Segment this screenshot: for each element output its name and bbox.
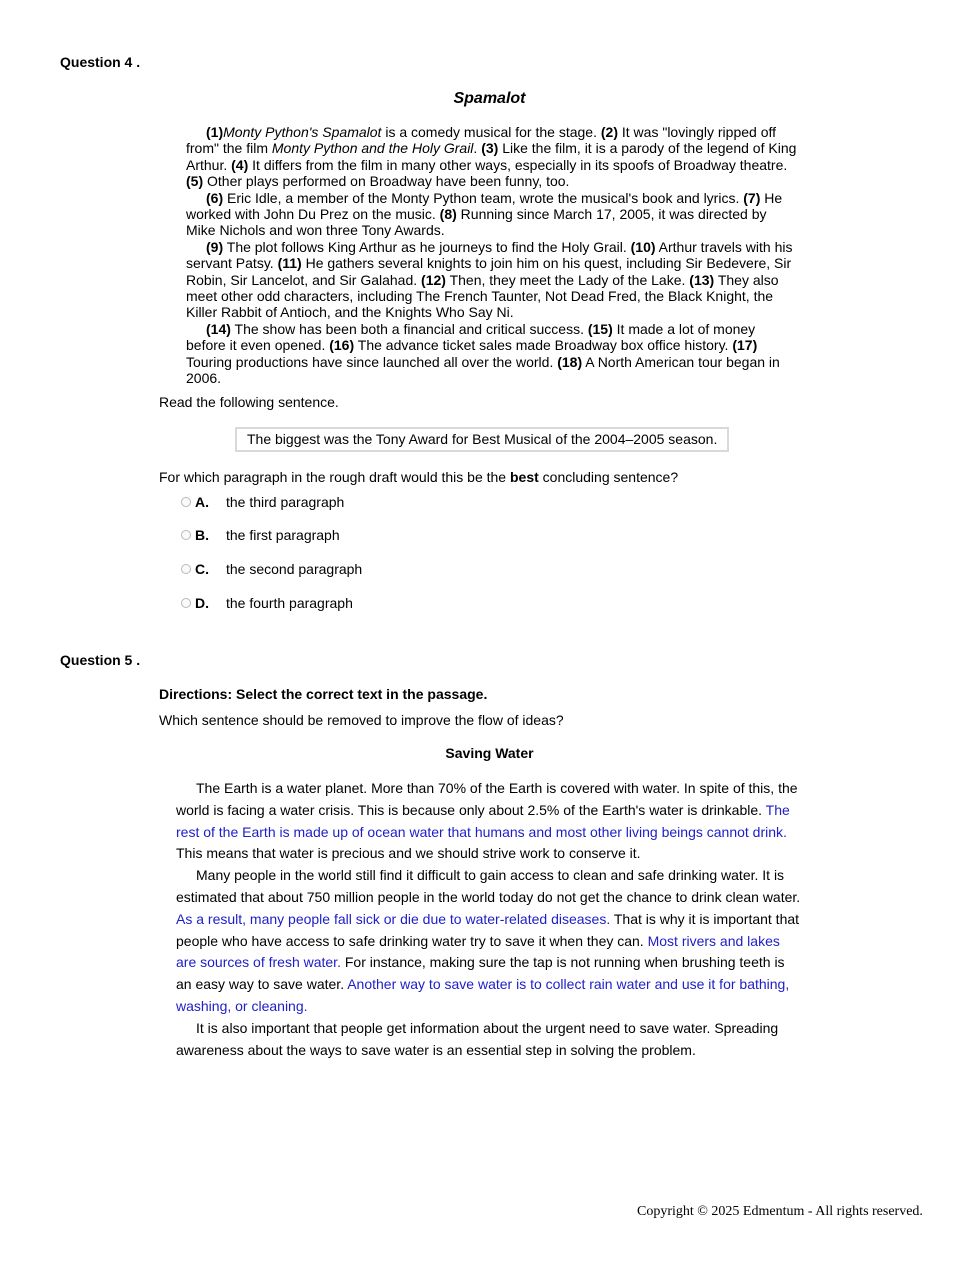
choice-d[interactable] <box>181 594 353 612</box>
passage-text: The Earth is a water planet. More than 70% of the Earth is covered with water. In spite of this, the world is facing a water crisis. This is because only about 2.5% of the Earth's water is drinkable. <box>176 780 798 818</box>
sentence-number: (18) <box>557 353 583 370</box>
radio-button-b[interactable] <box>181 530 191 540</box>
passage-text: That is why it is important that people who have access to safe drinking water try to save it when they can. <box>176 910 800 949</box>
sentence-text: The show has been both a financial and critical success. <box>230 320 588 337</box>
sentence-number: (9) <box>206 238 224 255</box>
italic-title-text: Monty Python and the Holy Grail <box>271 140 474 157</box>
choice-text: the second paragraph <box>226 561 363 577</box>
choice-letter: C. <box>195 561 209 577</box>
sentence-text: Other plays performed on Broadway have been funny, too. <box>203 173 570 190</box>
sentence-text: The advance ticket sales made Broadway box office history. <box>354 337 733 354</box>
question-4-prompt <box>159 469 678 485</box>
sentence-text: He worked with John Du Prez on the music. <box>186 189 783 223</box>
passage-text: It is also important that people get information about the urgent need to save water. Spreading awareness about the ways to save water is an essential step in solving the problem. <box>176 1019 779 1058</box>
question-4-prompt-emphasis: best <box>509 469 539 485</box>
sentence-text: Eric Idle, a member of the Monty Python team, wrote the musical's book and lyrics. <box>223 189 744 206</box>
sentence-text: is a comedy musical for the stage. <box>381 124 601 140</box>
sentence-text: Arthur travels with his servant Patsy. <box>186 238 793 272</box>
saving-water-passage <box>176 778 802 1061</box>
sentence-number: (7) <box>743 189 761 206</box>
sentence-number: (12) <box>421 271 446 288</box>
passage-text: This means that water is precious and we should strive work to conserve it. <box>176 845 641 862</box>
sentence-text: . <box>473 140 482 157</box>
sentence-text: The plot follows King Arthur as he journeys to find the Holy Grail. <box>223 238 631 255</box>
question-5-label: Question 5 . <box>60 652 141 668</box>
saving-water-paragraph <box>176 865 802 1018</box>
passage-text: Many people in the world still find it difficult to gain access to clean and safe drinking water. It is estimated that about 750 million people in the world today do not get the chance to drink clean water. <box>176 867 801 905</box>
spamalot-paragraph <box>186 239 798 321</box>
sentence-text: Then, they meet the Lady of the Lake. <box>445 271 690 288</box>
sentence-text: It made a lot of money before it even opened. <box>186 320 756 354</box>
question-4-prompt-end: concluding sentence? <box>538 469 679 485</box>
question-4-label: Question 4 . <box>60 54 141 70</box>
directions: Directions: Select the correct text in the passage. <box>159 686 488 702</box>
saving-water-paragraph <box>176 778 802 865</box>
passage-title-spamalot: Spamalot <box>453 90 526 107</box>
choice-letter: A. <box>195 494 209 510</box>
sentence-number: (16) <box>329 337 355 354</box>
choice-c[interactable] <box>181 560 362 578</box>
radio-button-a[interactable] <box>181 497 191 507</box>
sentence-number: (5) <box>186 173 204 190</box>
radio-button-c[interactable] <box>181 564 191 574</box>
sentence-number: (4) <box>231 156 249 173</box>
sentence-text: Like the film, it is a parody of the legend of King Arthur. <box>186 140 797 173</box>
sentence-number: (17) <box>732 337 758 354</box>
sentence-number: (14) <box>206 320 231 337</box>
choice-b[interactable] <box>181 526 340 544</box>
boxed-sentence: The biggest was the Tony Award for Best Musical of the 2004–2005 season. <box>235 427 729 452</box>
sentence-text: They also meet other odd characters, including The French Taunter, Not Dead Fred, the Black Knight, the Killer Rabbit of Antioch, and the Knights Who Say Ni. <box>186 271 779 321</box>
sentence-number: (1) <box>206 124 224 140</box>
sentence-text: It differs from the film in many other ways, especially in its spoofs of Broadway theatre. <box>248 156 788 173</box>
radio-button-d[interactable] <box>181 598 191 608</box>
sentence-number: (6) <box>206 189 224 206</box>
sentence-text: A North American tour began in 2006. <box>186 353 780 387</box>
selectable-sentence[interactable]: Another way to save water is to collect rain water and use it for bathing, washing, or cleaning. <box>176 976 790 1014</box>
sentence-number: (2) <box>600 124 618 140</box>
sentence-number: (11) <box>277 255 302 272</box>
spamalot-paragraph <box>186 190 798 239</box>
sentence-number: (10) <box>630 238 656 255</box>
choice-a[interactable] <box>181 493 344 511</box>
choice-text: the fourth paragraph <box>226 595 353 611</box>
spamalot-paragraph <box>186 124 798 190</box>
sentence-text: It was "lovingly ripped off from" the film <box>186 124 777 157</box>
choice-letter: B. <box>195 527 209 543</box>
italic-title-text: Monty Python's Spamalot <box>223 124 382 140</box>
saving-water-paragraph <box>176 1018 802 1062</box>
question-4-prompt-start: For which paragraph in the rough draft would this be the <box>159 469 510 485</box>
selectable-sentence[interactable]: Most rivers and lakes are sources of fresh water. <box>176 932 780 971</box>
choice-letter: D. <box>195 595 209 611</box>
passage-text: For instance, making sure the tap is not running when brushing teeth is an easy way to save water. <box>176 954 785 993</box>
sentence-number: (8) <box>439 206 457 223</box>
question-5-prompt: Which sentence should be removed to improve the flow of ideas? <box>159 712 564 728</box>
sentence-text: He gathers several knights to join him on his quest, including Sir Bedevere, Sir Robin, Sir Lancelot, and Sir Galahad. <box>186 255 792 288</box>
passage-title-saving-water: Saving Water <box>445 745 534 761</box>
sentence-number: (15) <box>587 320 613 337</box>
choice-text: the first paragraph <box>226 527 340 543</box>
read-prompt: Read the following sentence. <box>159 394 339 410</box>
selectable-sentence[interactable]: As a result, many people fall sick or die due to water-related diseases. <box>176 910 611 927</box>
sentence-text: Running since March 17, 2005, it was directed by Mike Nichols and won three Tony Awards. <box>186 206 767 239</box>
sentence-number: (3) <box>481 140 499 157</box>
sentence-text: Touring productions have since launched all over the world. <box>186 353 558 370</box>
copyright-footer: Copyright © 2025 Edmentum - All rights reserved. <box>637 1204 923 1219</box>
choice-text: the third paragraph <box>226 494 345 510</box>
sentence-number: (13) <box>689 271 715 288</box>
spamalot-passage <box>186 124 798 387</box>
spamalot-paragraph <box>186 321 798 387</box>
selectable-sentence[interactable]: The rest of the Earth is made up of ocean water that humans and most other living beings cannot drink. <box>176 801 790 840</box>
